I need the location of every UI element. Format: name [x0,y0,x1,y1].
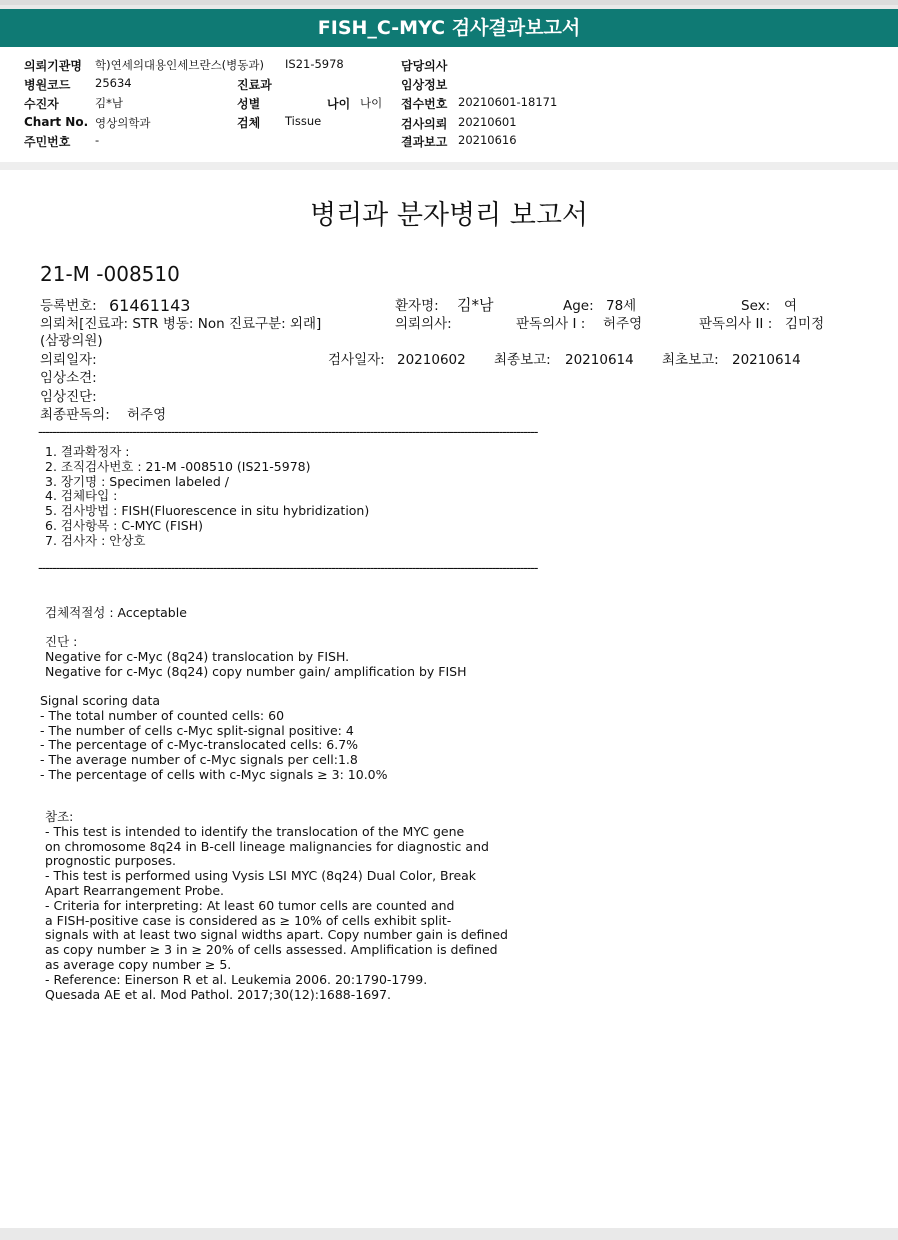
receipt-value: 20210601-18171 [458,95,558,109]
age-value: 나이 [360,96,383,110]
resident-label: 주민번호 [24,135,71,149]
hospital-code-value: 25634 [95,76,132,90]
reference-line: Quesada AE et al. Mod Pathol. 2017;30(12):1688-1697. [45,986,392,1002]
diagnosis-line: Negative for c-Myc (8q24) translocation by FISH. [45,648,350,664]
clinical-findings-label: 임상소견: [40,370,97,386]
reference-line: - Reference: Einerson R et al. Leukemia 2006. 20:1790-1799. [45,971,428,987]
resident-value: - [95,133,100,147]
signal-line: - The total number of counted cells: 60 [40,707,285,723]
sex-value: 여 [784,298,798,314]
reference-line: - This test is performed using Vysis LSI MYC (8q24) Dual Color, Break [45,868,477,884]
signal-title: Signal scoring data [40,693,161,708]
sex-label: 성별 [237,97,261,111]
signal-line: - The percentage of cells with c-Myc signals ≥ 3: 10.0% [40,766,388,782]
adequacy-text: 검체적절성 : Acceptable [45,605,187,620]
exam-date-value: 20210602 [397,352,466,368]
report-value: 20210616 [458,133,517,147]
ref-doctor-label: 의뢰의사: [395,316,452,332]
reference-line: signals with at least two signal widths apart. Copy number gain is defined [45,927,508,943]
first-report-value: 20210614 [732,352,801,368]
report-paper [0,170,898,1228]
referral-line: 의뢰처[진료과: STR 병동: Non 진료구분: 외래] [40,316,322,332]
patient-value: 김*남 [95,96,123,110]
pathologist1-value: 허주영 [603,316,643,332]
request-label: 검사의뢰 [401,117,448,131]
doctor-label: 담당의사 [401,59,448,73]
patient-name-label: 환자명: [395,298,439,314]
separator-bottom: ----------------------------------------------------------------------------------------------------------------------------------------------- [38,561,538,576]
item-line: 4. 검체타입 : [45,488,118,504]
reference-line: a FISH-positive case is considered as ≥ 10% of cells exhibit split- [45,912,452,928]
item-line: 2. 조직검사번호 : 21-M -008510 (IS21-5978) [45,458,311,474]
pathologist2-value: 김미정 [785,316,825,332]
report-title-bar: FISH_C-MYC 검사결과보고서 [0,9,898,47]
referral-place: (삼광의원) [40,333,103,349]
adequacy [45,606,187,621]
pathologist2-label: 판독의사 II : [699,316,773,332]
case-number: 21-M -008510 [40,262,180,286]
institution-label: 의뢰기관명 [24,59,82,73]
items-list [45,445,369,549]
chart-label: Chart No. [24,115,89,129]
item-line: 3. 장기명 : Specimen labeled / [45,473,229,489]
reference-section [45,810,508,1002]
reference-line: - Criteria for interpreting: At least 60 tumor cells are counted and [45,897,455,913]
age-label: Age: [563,298,594,314]
pathologist1-label: 판독의사 I : [516,316,586,332]
dept-label: 진료과 [237,78,272,92]
specimen-value: Tissue [285,114,322,128]
reference-line: as average copy number ≥ 5. [45,956,232,972]
final-reader-value: 허주영 [127,407,167,423]
reg-value: 61461143 [109,296,191,315]
top-border [0,0,898,5]
report-heading: 병리과 분자병리 보고서 [310,200,588,231]
age-label: 나이 [327,97,351,111]
item-line: 7. 검사자 : 안상호 [45,532,146,548]
reference-line: Apart Rearrangement Probe. [45,882,224,898]
specimen-label: 검체 [237,116,261,130]
signal-section [40,694,388,783]
signal-line: - The percentage of c-Myc-translocated cells: 6.7% [40,737,359,753]
reference-title: 참조: [45,809,74,824]
chart-value: 영상의학과 [95,116,151,130]
institution-value: 학)연세의대용인세브란스(병동과) [95,58,264,72]
reference-line: as copy number ≥ 3 in ≥ 20% of cells assessed. Amplification is defined [45,942,498,958]
exam-date-label: 검사일자: [328,352,385,368]
institution-code: IS21-5978 [285,57,344,71]
clinical-diagnosis-label: 임상진단: [40,389,97,405]
first-report-label: 최초보고: [662,352,719,368]
header-info-panel [0,47,898,162]
final-reader-label: 최종판독의: [40,407,110,423]
diagnosis-line: Negative for c-Myc (8q24) copy number gain/ amplification by FISH [45,663,467,679]
item-line: 6. 검사항목 : C-MYC (FISH) [45,517,203,533]
reference-line: - This test is intended to identify the translocation of the MYC gene [45,823,465,839]
request-value: 20210601 [458,115,517,129]
final-report-label: 최종보고: [494,352,551,368]
age-value: 78세 [606,298,637,314]
reference-line: prognostic purposes. [45,853,176,869]
item-line: 1. 결과확정자 : [45,444,130,459]
separator-top: ----------------------------------------------------------------------------------------------------------------------------------------------- [38,425,538,440]
patient-label: 수진자 [24,97,59,111]
receipt-label: 접수번호 [401,97,448,111]
item-line: 5. 검사방법 : FISH(Fluorescence in situ hybridization) [45,503,370,519]
reg-label: 등록번호: [40,298,97,314]
report-label: 결과보고 [401,135,448,149]
section-gap [0,162,898,170]
sex-label: Sex: [741,298,771,314]
diagnosis-section [45,635,466,679]
patient-name-value: 김*남 [457,296,494,314]
signal-line: - The number of cells c-Myc split-signal positive: 4 [40,722,354,738]
hospital-code-label: 병원코드 [24,78,71,92]
clinical-info-label: 임상정보 [401,78,448,92]
signal-line: - The average number of c-Myc signals per cell:1.8 [40,752,358,768]
bottom-border [0,1228,898,1240]
reference-line: on chromosome 8q24 in B-cell lineage malignancies for diagnostic and [45,838,489,854]
diagnosis-label: 진단 : [45,634,78,649]
request-date-label: 의뢰일자: [40,352,97,368]
final-report-value: 20210614 [565,352,634,368]
